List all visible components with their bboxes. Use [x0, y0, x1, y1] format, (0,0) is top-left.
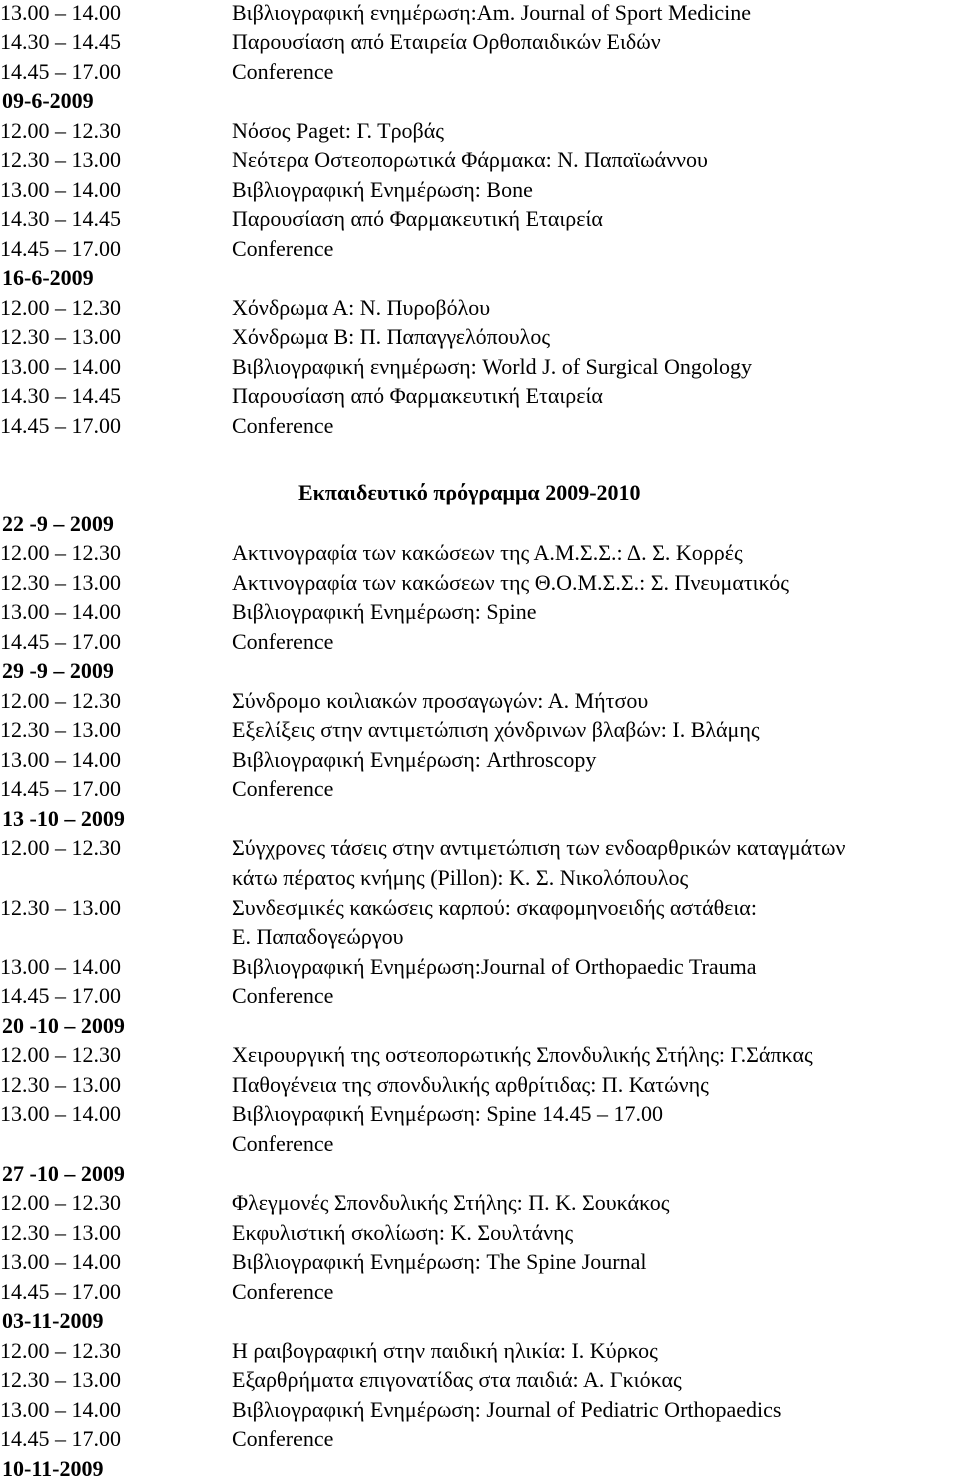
session-topic: Conference: [232, 776, 334, 801]
time-slot: 13.00 – 14.00: [0, 354, 121, 379]
session-topic: Νεότερα Οστεοπορωτικά Φάρμακα: Ν. Παπαϊωάννου: [232, 147, 708, 172]
time-slot: 12.30 – 13.00: [0, 570, 121, 595]
time-slot: 13.00 – 14.00: [0, 954, 121, 979]
time-slot: 13.00 – 14.00: [0, 1249, 121, 1274]
session-topic: Χειρουργική της οστεοπορωτικής Σπονδυλικής Στήλης: Γ.Σάπκας: [232, 1042, 813, 1067]
session-topic: Βιβλιογραφική Ενημέρωση: The Spine Journal: [232, 1249, 647, 1274]
session-topic: Ακτινογραφία των κακώσεων της Θ.Ο.Μ.Σ.Σ.: Σ. Πνευματικός: [232, 570, 789, 595]
program-heading: Εκπαιδευτικό πρόγραμμα 2009-2010: [298, 480, 641, 505]
session-date: 27 -10 – 2009: [2, 1161, 125, 1186]
session-date: 22 -9 – 2009: [2, 511, 114, 536]
session-topic: Παρουσίαση από Εταιρεία Ορθοπαιδικών Ειδών: [232, 29, 661, 54]
time-slot: 13.00 – 14.00: [0, 747, 121, 772]
time-slot: 12.00 – 12.30: [0, 540, 121, 565]
time-slot: 14.30 – 14.45: [0, 206, 121, 231]
session-topic: Βιβλιογραφική Ενημέρωση: Bone: [232, 177, 533, 202]
session-topic: Βιβλιογραφική Ενημέρωση: Spine: [232, 599, 537, 624]
session-topic: Η ραιβογραφική στην παιδική ηλικία: Ι. Κύρκος: [232, 1338, 658, 1363]
session-topic: Conference: [232, 413, 334, 438]
time-slot: 14.45 – 17.00: [0, 629, 121, 654]
session-topic: Βιβλιογραφική ενημέρωση:Am. Journal of Sport Medicine: [232, 0, 752, 25]
time-slot: 12.00 – 12.30: [0, 295, 121, 320]
session-topic: Εξελίξεις στην αντιμετώπιση χόνδρινων βλαβών: Ι. Βλάμης: [232, 717, 760, 742]
time-slot: 13.00 – 14.00: [0, 177, 121, 202]
session-topic: Φλεγμονές Σπονδυλικής Στήλης: Π. Κ. Σουκάκος: [232, 1190, 670, 1215]
time-slot: 13.00 – 14.00: [0, 1397, 121, 1422]
session-topic: Βιβλιογραφική Ενημέρωση: Spine 14.45 – 17.00: [232, 1101, 664, 1126]
session-date: 03-11-2009: [2, 1308, 104, 1333]
session-date: 29 -9 – 2009: [2, 658, 114, 683]
time-slot: 12.30 – 13.00: [0, 1220, 121, 1245]
session-topic: Βιβλιογραφική ενημέρωση: World J. of Surgical Ongology: [232, 354, 752, 379]
time-slot: 14.45 – 17.00: [0, 413, 121, 438]
session-topic: Παρουσίαση από Φαρμακευτική Εταιρεία: [232, 206, 603, 231]
time-slot: 12.30 – 13.00: [0, 1072, 121, 1097]
time-slot: 14.45 – 17.00: [0, 983, 121, 1008]
time-slot: 12.00 – 12.30: [0, 118, 121, 143]
time-slot: 14.45 – 17.00: [0, 1426, 121, 1451]
session-topic: Χόνδρωμα Α: Ν. Πυροβόλου: [232, 295, 491, 320]
time-slot: 14.45 – 17.00: [0, 1279, 121, 1304]
time-slot: 14.45 – 17.00: [0, 776, 121, 801]
session-topic: Παθογένεια της σπονδυλικής αρθρίτιδας: Π. Κατώνης: [232, 1072, 709, 1097]
time-slot: 12.00 – 12.30: [0, 1042, 121, 1067]
time-slot: 12.00 – 12.30: [0, 688, 121, 713]
session-topic: Χόνδρωμα Β: Π. Παπαγγελόπουλος: [232, 324, 551, 349]
time-slot: 14.30 – 14.45: [0, 29, 121, 54]
time-slot: 12.30 – 13.00: [0, 717, 121, 742]
time-slot: 12.00 – 12.30: [0, 1190, 121, 1215]
session-topic: Βιβλιογραφική Ενημέρωση:Journal of Orthopaedic Trauma: [232, 954, 757, 979]
time-slot: 12.30 – 13.00: [0, 324, 121, 349]
time-slot: 13.00 – 14.00: [0, 0, 121, 25]
time-slot: 13.00 – 14.00: [0, 1101, 121, 1126]
session-topic: Conference: [232, 1279, 334, 1304]
session-topic: Εκφυλιστική σκολίωση: Κ. Σουλτάνης: [232, 1220, 574, 1245]
session-topic: Conference: [232, 1426, 334, 1451]
session-topic: Conference: [232, 236, 334, 261]
session-topic: Conference: [232, 59, 334, 84]
time-slot: 12.30 – 13.00: [0, 1367, 121, 1392]
session-topic: Σύγχρονες τάσεις στην αντιμετώπιση των ενδοαρθρικών καταγμάτων: [232, 835, 846, 860]
session-topic: Νόσος Paget: Γ. Τροβάς: [232, 118, 444, 143]
session-topic: Conference: [232, 629, 334, 654]
time-slot: 12.30 – 13.00: [0, 147, 121, 172]
time-slot: 12.00 – 12.30: [0, 835, 121, 860]
time-slot: 12.00 – 12.30: [0, 1338, 121, 1363]
session-topic: Βιβλιογραφική Ενημέρωση: Journal of Pediatric Orthopaedics: [232, 1397, 782, 1422]
session-date: 13 -10 – 2009: [2, 806, 125, 831]
session-topic: Ακτινογραφία των κακώσεων της Α.Μ.Σ.Σ.: Δ. Σ. Κορρές: [232, 540, 743, 565]
session-topic: Ε. Παπαδογεώργου: [232, 924, 404, 949]
session-date: 10-11-2009: [2, 1456, 104, 1481]
time-slot: 13.00 – 14.00: [0, 599, 121, 624]
session-topic: Βιβλιογραφική Ενημέρωση: Arthroscopy: [232, 747, 597, 772]
time-slot: 14.45 – 17.00: [0, 236, 121, 261]
session-topic: Conference: [232, 1131, 334, 1156]
session-date: 16-6-2009: [2, 265, 94, 290]
session-topic: Συνδεσμικές κακώσεις καρπού: σκαφομηνοειδής αστάθεια:: [232, 895, 757, 920]
session-topic: Σύνδρομο κοιλιακών προσαγωγών: Α. Μήτσου: [232, 688, 649, 713]
session-date: 20 -10 – 2009: [2, 1013, 125, 1038]
session-date: 09-6-2009: [2, 88, 94, 113]
session-topic: κάτω πέρατος κνήμης (Pillon): Κ. Σ. Νικολόπουλος: [232, 865, 689, 890]
session-topic: Εξαρθρήματα επιγονατίδας στα παιδιά: Α. Γκιόκας: [232, 1367, 682, 1392]
time-slot: 14.45 – 17.00: [0, 59, 121, 84]
time-slot: 12.30 – 13.00: [0, 895, 121, 920]
time-slot: 14.30 – 14.45: [0, 383, 121, 408]
session-topic: Παρουσίαση από Φαρμακευτική Εταιρεία: [232, 383, 603, 408]
session-topic: Conference: [232, 983, 334, 1008]
